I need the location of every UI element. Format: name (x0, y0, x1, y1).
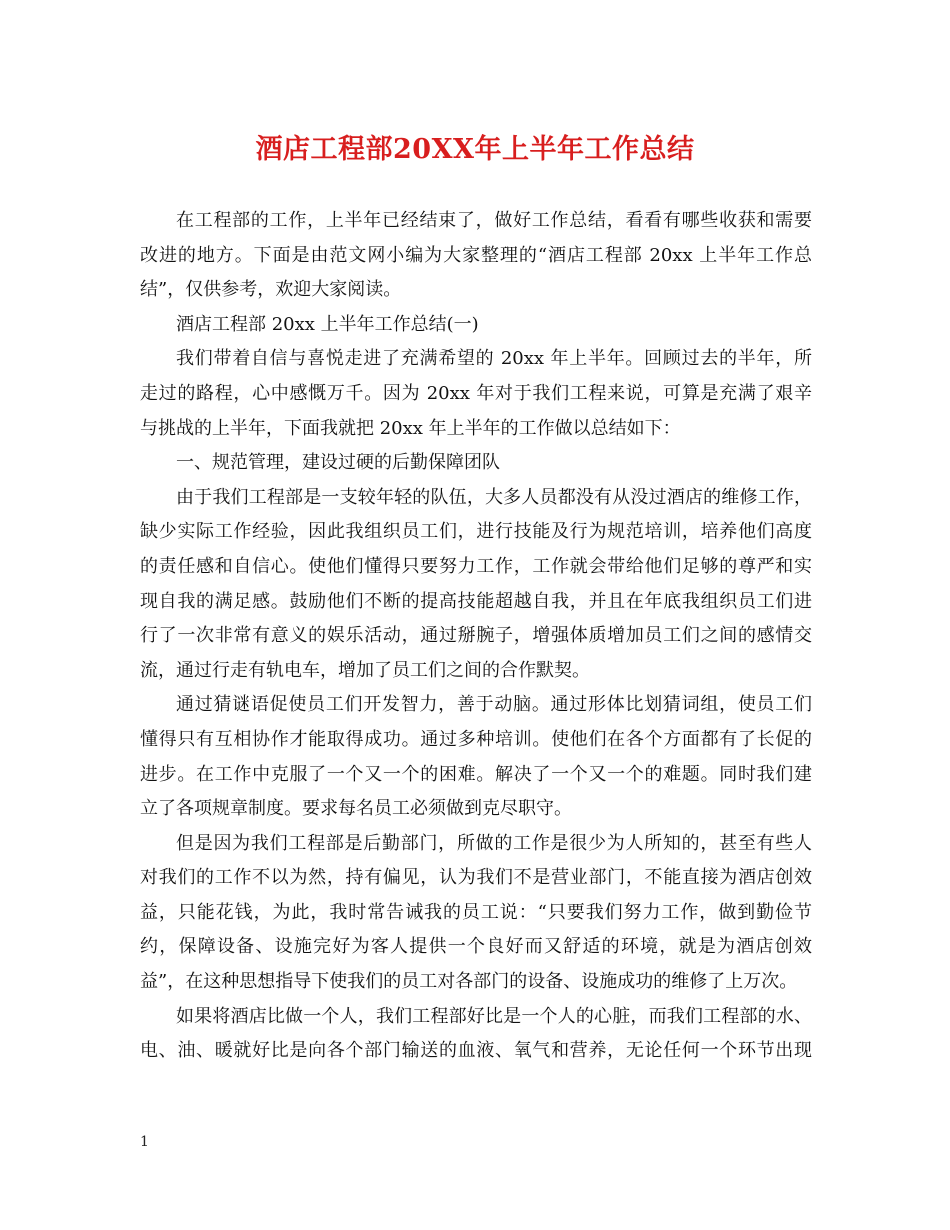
document-body (140, 204, 812, 1069)
body-line: 通过猜谜语促使员工们开发智力，善于动脑。通过形体比划猜词组，使员工们 (176, 694, 812, 716)
body-line: 与挑战的上半年，下面我就把 20xx 年上半年的工作做以总结如下： (140, 417, 681, 439)
body-line: 一、规范管理，建设过硬的后勤保障团队 (176, 452, 500, 474)
body-line: 进步。在工作中克服了一个又一个的困难。解决了一个又一个的难题。同时我们建 (140, 763, 812, 785)
body-line: 在工程部的工作，上半年已经结束了，做好工作总结，看看有哪些收获和需要 (176, 210, 812, 231)
body-line: 立了各项规章制度。要求每名员工必须做到克尽职守。 (140, 798, 572, 820)
body-line: 由于我们工程部是一支较年轻的队伍，大多人员都没有从没过酒店的维修工作， (176, 486, 812, 508)
body-line: 约，保障设备、设施完好为客人提供一个良好而又舒适的环境，就是为酒店创效 (140, 936, 812, 958)
body-line: 流，通过行走有轨电车，增加了员工们之间的合作默契。 (140, 659, 590, 681)
body-line: 如果将酒店比做一个人，我们工程部好比是一个人的心脏，而我们工程部的水、 (176, 1005, 812, 1027)
body-line: 益”，在这种思想指导下使我们的员工对各部门的设备、设施成功的维修了上万次。 (140, 971, 798, 993)
body-line: 对我们的工作不以为然，持有偏见，认为我们不是营业部门，不能直接为酒店创效 (140, 867, 812, 889)
body-line: 现自我的满足感。鼓励他们不断的提高技能超越自我，并且在年底我组织员工们进 (140, 590, 812, 612)
document-title: 酒店工程部20XX年上半年工作总结 (255, 134, 695, 165)
body-line: 但是因为我们工程部是后勤部门，所做的工作是很少为人所知的，甚至有些人 (176, 832, 812, 854)
body-line: 改进的地方。下面是由范文网小编为大家整理的“酒店工程部 20xx 上半年工作总 (140, 244, 812, 266)
body-line: 酒店工程部 20xx 上半年工作总结(一) (176, 313, 479, 335)
body-line: 我们带着自信与喜悦走进了充满希望的 20xx 年上半年。回顾过去的半年，所 (176, 348, 812, 370)
body-line: 缺少实际工作经验，因此我组织员工们，进行技能及行为规范培训，培养他们高度 (140, 521, 812, 543)
body-line: 行了一次非常有意义的娱乐活动，通过掰腕子，增强体质增加员工们之间的感情交 (140, 625, 812, 647)
body-line: 电、油、暖就好比是向各个部门输送的血液、氧气和营养，无论任何一个环节出现 (140, 1040, 812, 1062)
body-line: 益，只能花钱，为此，我时常告诫我的员工说：“只要我们努力工作，做到勤俭节 (140, 901, 812, 923)
page-number: 1 (140, 1134, 149, 1150)
body-line: 懂得只有互相协作才能取得成功。通过多种培训。使他们在各个方面都有了长促的 (140, 728, 812, 750)
body-line: 走过的路程，心中感慨万千。因为 20xx 年对于我们工程来说，可算是充满了艰辛 (140, 382, 812, 404)
body-line: 结”，仅供参考，欢迎大家阅读。 (140, 279, 402, 301)
body-line: 的责任感和自信心。使他们懂得只要努力工作，工作就会带给他们足够的尊严和实 (140, 555, 812, 577)
